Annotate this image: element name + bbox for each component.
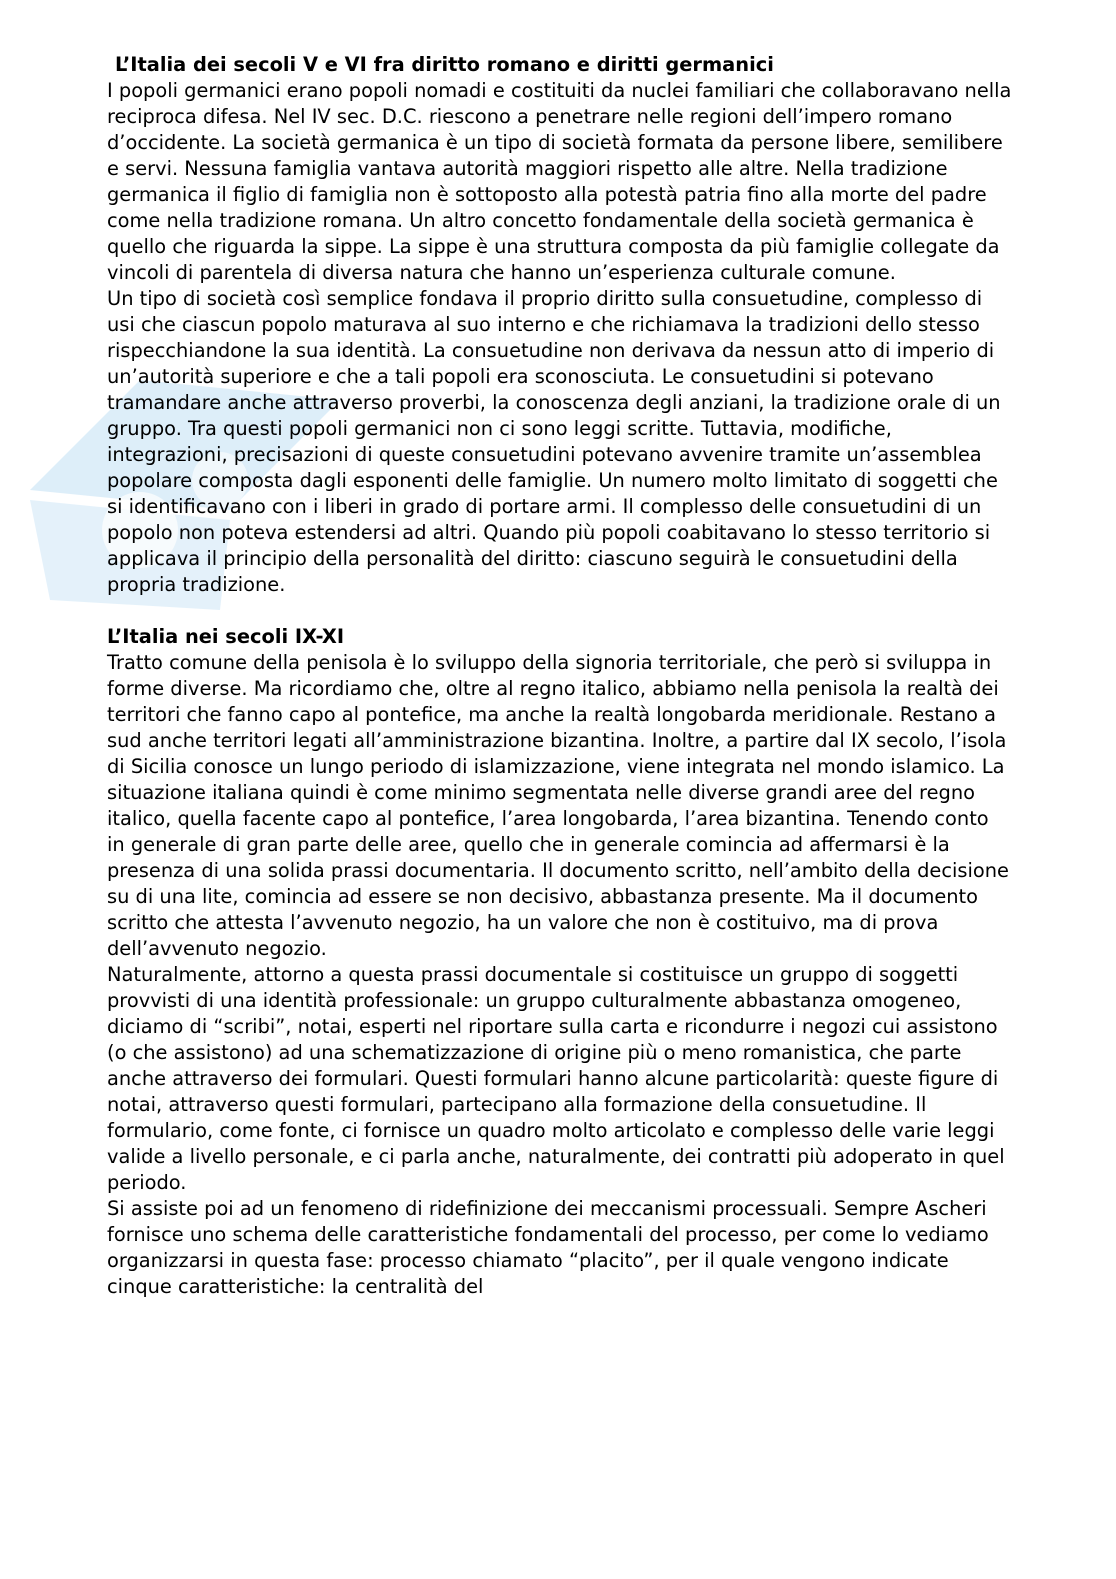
paragraph: Naturalmente, attorno a questa prassi documentale si costituisce un gruppo di soggetti provvisti di una identità professionale: un gruppo culturalmente abbastanza omogeneo, diciamo di “scribi”, notai, esperti nel riportare sulla carta e ricondurre i negozi cui assistono (o che assistono) ad una schematizzazione di origine più o meno romanistica, che parte anche attraverso dei formulari. Questi formulari hanno alcune particolarità: queste figure di notai, attraverso questi formulari, partecipano alla formazione della consuetudine. Il formulario, come fonte, ci fornisce un quadro molto articolato e complesso delle varie leggi valide a livello personale, e ci parla anche, naturalmente, dei contratti più adoperato in quel periodo.	[107, 963, 1005, 1194]
section-title: L’Italia dei secoli V e VI fra diritto romano e diritti germanici	[115, 53, 774, 76]
paragraph: Si assiste poi ad un fenomeno di ridefinizione dei meccanismi processuali. Sempre Ascheri fornisce uno schema delle caratteristiche fondamentali del processo, per come lo vediamo organizzarsi in questa fase: processo chiamato “placito”, per il quale vengono indicate cinque caratteristiche: la centralità del	[107, 1197, 989, 1298]
section-spacer	[107, 598, 1012, 624]
paragraph: Tratto comune della penisola è lo sviluppo della signoria territoriale, che però si sviluppa in forme diverse. Ma ricordiamo che, oltre al regno italico, abbiamo nella penisola la realtà dei territori che fanno capo al pontefice, ma anche la realtà longobarda meridionale. Restano a sud anche territori legati all’amministrazione bizantina. Inoltre, a partire dal IX secolo, l’isola di Sicilia conosce un lungo periodo di islamizzazione, viene integrata nel mondo islamico. La situazione italiana quindi è come minimo segmentata nelle diverse grandi aree del regno italico, quella facente capo al pontefice, l’area longobarda, l’area bizantina. Tenendo conto in generale di gran parte delle aree, quello che in generale comincia ad affermarsi è la presenza di una solida prassi documentaria. Il documento scritto, nell’ambito della decisione su di una lite, comincia ad essere se non decisivo, abbastanza presente. Ma il documento scritto che attesta l’avvenuto negozio, ha un valore che non è costituivo, ma di prova dell’avvenuto negozio.	[107, 651, 1009, 960]
paragraph: I popoli germanici erano popoli nomadi e costituiti da nuclei familiari che collaboravano nella reciproca difesa. Nel IV sec. D.C. riescono a penetrare nelle regioni dell’impero romano d’occidente. La società germanica è un tipo di società formata da persone libere, semilibere e servi. Nessuna famiglia vantava autorità maggiori rispetto alle altre. Nella tradizione germanica il figlio di famiglia non è sottoposto alla potestà patria fino alla morte del padre come nella tradizione romana. Un altro concetto fondamentale della società germanica è quello che riguarda la sippe. La sippe è una struttura composta da più famiglie collegate da vincoli di parentela di diversa natura che hanno un’esperienza culturale comune.	[107, 79, 1012, 284]
document-body	[107, 52, 1012, 1300]
section-title: L’Italia nei secoli IX-XI	[107, 625, 345, 648]
paragraph: Un tipo di società così semplice fondava il proprio diritto sulla consuetudine, complesso di usi che ciascun popolo maturava al suo interno e che richiamava la tradizioni dello stesso rispecchiandone la sua identità. La consuetudine non derivava da nessun atto di imperio di un’autorità superiore e che a tali popoli era sconosciuta. Le consuetudini si potevano tramandare anche attraverso proverbi, la conoscenza degli anziani, la tradizione orale di un gruppo. Tra questi popoli germanici non ci sono leggi scritte. Tuttavia, modifiche, integrazioni, precisazioni di queste consuetudini potevano avvenire tramite un’assemblea popolare composta dagli esponenti delle famiglie. Un numero molto limitato di soggetti che si identificavano con i liberi in grado di portare armi. Il complesso delle consuetudini di un popolo non poteva estendersi ad altri. Quando più popoli coabitavano lo stesso territorio si applicava il principio della personalità del diritto: ciascuno seguirà le consuetudini della propria tradizione.	[107, 287, 1001, 596]
